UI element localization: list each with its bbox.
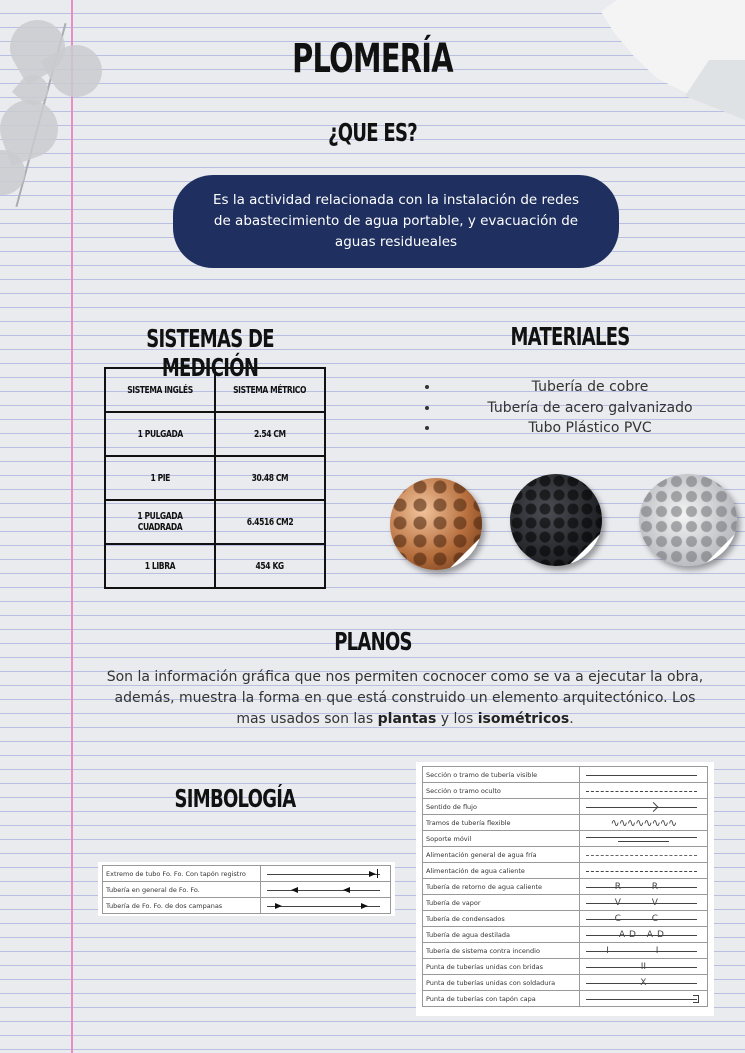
table-row — [423, 783, 708, 799]
symbol-label: Punta de tuberías unidas con bridas — [423, 959, 580, 975]
table-row — [423, 911, 708, 927]
symbol-drawing — [261, 882, 391, 898]
table-cell: 2.54 CM — [215, 412, 325, 456]
table-cell: 1 PIE — [105, 456, 215, 500]
table-row — [423, 991, 708, 1007]
symbol-drawing: I I — [579, 943, 707, 959]
symbol-label: Sección o tramo de tubería visible — [423, 767, 580, 783]
symbol-drawing: C C — [579, 911, 707, 927]
table-row — [105, 456, 325, 500]
symbol-table-small — [98, 862, 395, 916]
planos-paragraph: Son la información gráfica que nos permiten cocnocer como se va a ejecutar la obra, además, muestra la forma en que está construido un elemento arquitectónico. Los mas usados son las plantas y los isométricos. — [106, 669, 704, 727]
table-row — [423, 895, 708, 911]
table-row — [105, 500, 325, 544]
symbol-drawing — [579, 799, 707, 815]
table-cell: 454 KG — [215, 544, 325, 588]
table-cell: 1 LIBRA — [105, 544, 215, 588]
table-header-row — [105, 368, 325, 412]
symbol-drawing: X — [579, 975, 707, 991]
table-row — [423, 879, 708, 895]
symbol-label: Tubería de Fo. Fo. de dos campanas — [103, 898, 261, 914]
table-row — [423, 959, 708, 975]
symbol-drawing — [579, 767, 707, 783]
symbol-label: Sección o tramo oculto — [423, 783, 580, 799]
list-item: • Tubería de acero galvanizado — [440, 398, 740, 419]
symbol-label: Tubería de agua destilada — [423, 927, 580, 943]
table-cell: 1 PULGADA CUADRADA — [105, 500, 215, 544]
symbol-label: Tubería de condensados — [423, 911, 580, 927]
table-row — [423, 799, 708, 815]
symbol-drawing — [579, 847, 707, 863]
table-row — [105, 412, 325, 456]
list-item: • Tubería de cobre — [440, 377, 740, 398]
table-row — [105, 544, 325, 588]
symbol-label: Punta de tuberías unidas con soldadura — [423, 975, 580, 991]
table-cell: 6.4516 CM2 — [215, 500, 325, 544]
definition-text: Es la actividad relacionada con la instalación de redes de abastecimiento de agua portable, y evacuación de aguas residueales — [212, 192, 580, 250]
materials-list — [420, 377, 740, 439]
symbol-label: Tubería en general de Fo. Fo. — [103, 882, 261, 898]
symbol-drawing: V V — [579, 895, 707, 911]
list-item: • Tubo Plástico PVC — [440, 418, 740, 439]
page-title: PLOMERÍA — [292, 36, 453, 82]
measurement-table — [104, 367, 326, 589]
table-row — [103, 898, 391, 914]
table-row — [423, 847, 708, 863]
steel-pipe-image — [510, 474, 602, 566]
symbol-table-large — [416, 762, 714, 1016]
table-row — [423, 943, 708, 959]
header-cell: SISTEMA MÉTRICO — [215, 368, 325, 412]
symbol-drawing — [579, 863, 707, 879]
symbol-label: Punta de tuberías con tapón capa — [423, 991, 580, 1007]
symbol-label: Extremo de tubo Fo. Fo. Con tapón registro — [103, 866, 261, 882]
symbol-label: Alimentación de agua caliente — [423, 863, 580, 879]
symbol-drawing — [261, 898, 391, 914]
symbol-label: Tubería de vapor — [423, 895, 580, 911]
symbol-drawing — [579, 783, 707, 799]
symbol-label: Sentido de flujo — [423, 799, 580, 815]
table-row — [423, 927, 708, 943]
symbol-drawing — [261, 866, 391, 882]
symbol-drawing: AD AD — [579, 927, 707, 943]
table-row — [423, 975, 708, 991]
que-es-heading: ¿QUE ES? — [328, 118, 417, 147]
symbol-drawing: ∿∿∿∿∿∿∿∿ — [579, 815, 707, 831]
table-row — [423, 863, 708, 879]
header-cell: SISTEMA INGLÉS — [105, 368, 215, 412]
symbol-drawing — [579, 991, 707, 1007]
table-row — [423, 767, 708, 783]
copper-pipe-image — [390, 478, 482, 570]
table-row — [103, 866, 391, 882]
definition-box — [173, 175, 619, 268]
table-row — [103, 882, 391, 898]
notebook-margin-line — [71, 0, 73, 1053]
sistemas-heading: SISTEMAS DE MEDICIÓN — [146, 324, 274, 382]
table-row — [423, 831, 708, 847]
symbol-label: Alimentación general de agua fría — [423, 847, 580, 863]
simbologia-heading: SIMBOLOGÍA — [174, 784, 296, 813]
symbol-drawing: R R — [579, 879, 707, 895]
symbol-drawing — [579, 831, 707, 847]
materiales-heading: MATERIALES — [510, 322, 630, 351]
symbol-drawing: II — [579, 959, 707, 975]
table-cell: 30.48 CM — [215, 456, 325, 500]
symbol-label: Tramos de tubería flexible — [423, 815, 580, 831]
symbol-label: Soporte móvil — [423, 831, 580, 847]
table-cell: 1 PULGADA — [105, 412, 215, 456]
pvc-pipe-image — [639, 474, 737, 566]
symbol-label: Tubería de retorno de agua caliente — [423, 879, 580, 895]
table-row — [423, 815, 708, 831]
symbol-label: Tubería de sistema contra incendio — [423, 943, 580, 959]
planos-heading: PLANOS — [334, 627, 412, 656]
